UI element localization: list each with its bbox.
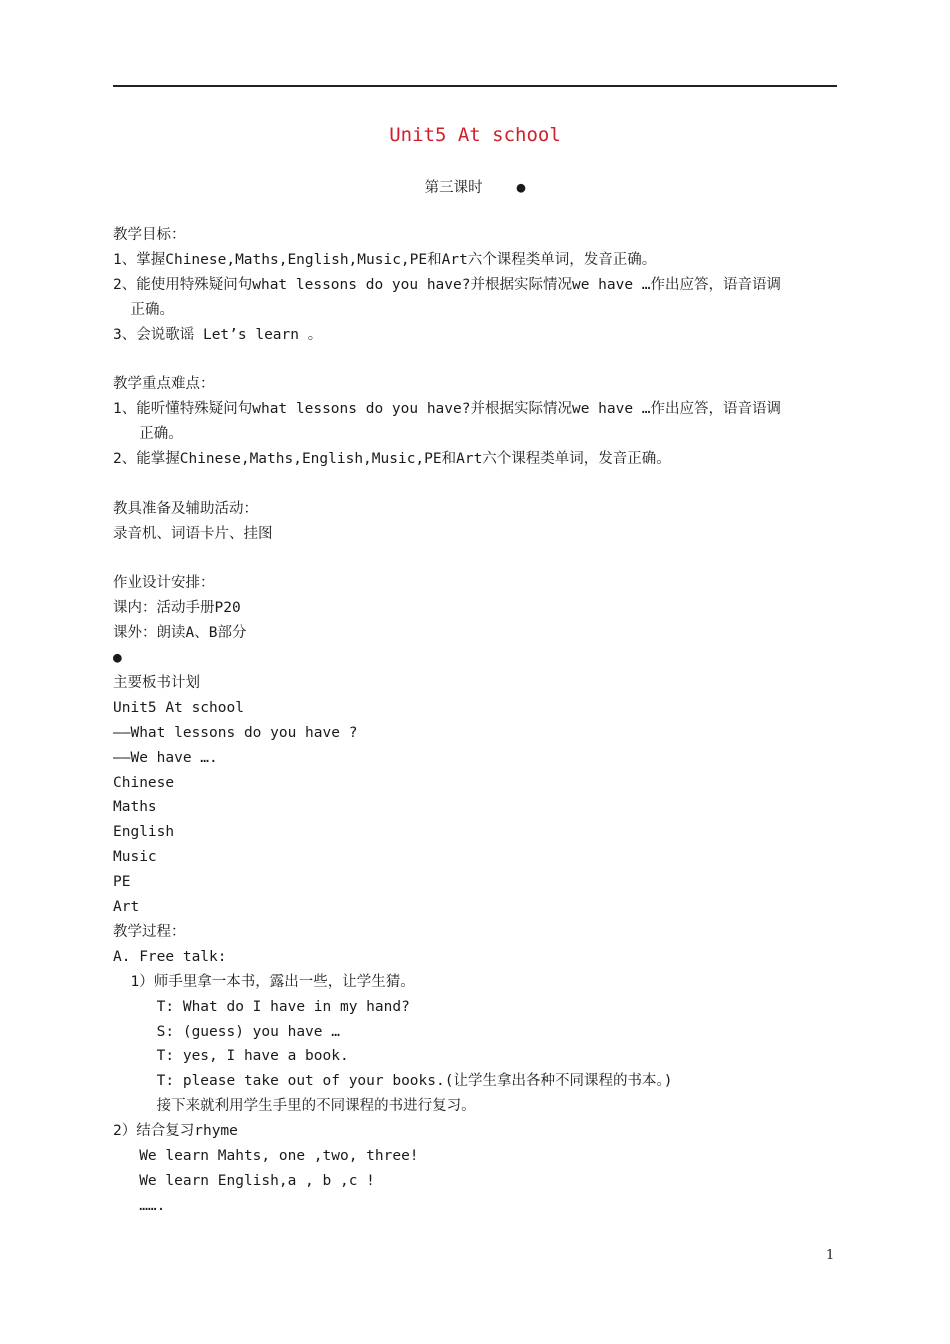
text-line: 3、会说歌谣 Let’s learn 。 [113, 326, 323, 343]
text-line: T: What do I have in my hand? [113, 998, 410, 1015]
text-line: Music [113, 849, 157, 866]
text-line: ● [113, 650, 122, 667]
text-line [113, 547, 837, 572]
lesson-subtitle [0, 176, 950, 197]
bullet-icon: ● [516, 180, 526, 196]
subtitle-text: 第三课时 [424, 180, 483, 196]
text-line: 1、掌握Chinese,Maths,English,Music,PE和Art六个课程类单词，发音正确。 [113, 251, 657, 268]
text-line: 教具准备及辅助活动： [113, 500, 258, 517]
text-line: 2、能使用特殊疑问句what lessons do you have?并根据实际情况we have …作出应答，语音语调 [113, 276, 782, 293]
text-line: Maths [113, 799, 157, 816]
text-line: T: please take out of your books.(让学生拿出各种不同课程的书本。) [113, 1073, 673, 1090]
text-line [113, 347, 837, 372]
text-line: 正确。 [113, 301, 174, 318]
text-line: 教学重点难点： [113, 376, 215, 393]
text-line: 教学过程： [113, 923, 186, 940]
text-line: Art [113, 899, 140, 916]
text-line: We learn English,a , b ,c ! [113, 1172, 375, 1189]
document-body [113, 223, 837, 1219]
text-line: A. Free talk: [113, 948, 227, 965]
text-line: 1、能听懂特殊疑问句what lessons do you have?并根据实际情况we have …作出应答，语音语调 [113, 401, 782, 418]
text-line: PE [113, 874, 131, 891]
text-line: 作业设计安排： [113, 575, 215, 592]
page-title: Unit5 At school [389, 124, 561, 146]
text-line [113, 472, 837, 497]
text-line: English [113, 824, 175, 841]
text-line: ——What lessons do you have ? [113, 724, 358, 741]
text-line: 1）师手里拿一本书，露出一些，让学生猜。 [113, 973, 415, 990]
text-line: 课外：朗读A、B部分 [113, 625, 247, 642]
text-line: We learn Mahts, one ,two, three! [113, 1147, 419, 1164]
text-line: Unit5 At school [113, 699, 244, 716]
text-line: 2）结合复习rhyme [113, 1123, 238, 1140]
text-line: ——We have …. [113, 749, 218, 766]
text-line: 2、能掌握Chinese,Maths,English,Music,PE和Art六个课程类单词，发音正确。 [113, 451, 671, 468]
text-line: S: (guess) you have … [113, 1023, 340, 1040]
text-line: 主要板书计划 [113, 675, 200, 692]
text-line: ……. [113, 1197, 166, 1214]
text-line: 接下来就利用学生手里的不同课程的书进行复习。 [113, 1098, 476, 1115]
text-line: 录音机、词语卡片、挂图 [113, 525, 273, 542]
text-line: T: yes, I have a book. [113, 1048, 349, 1065]
text-line: Chinese [113, 774, 175, 791]
text-line: 教学目标： [113, 227, 186, 243]
text-line: 课内：活动手册P20 [113, 600, 241, 617]
page-number: 1 [826, 1248, 835, 1263]
text-line: 正确。 [113, 426, 183, 443]
header-rule [113, 85, 837, 87]
